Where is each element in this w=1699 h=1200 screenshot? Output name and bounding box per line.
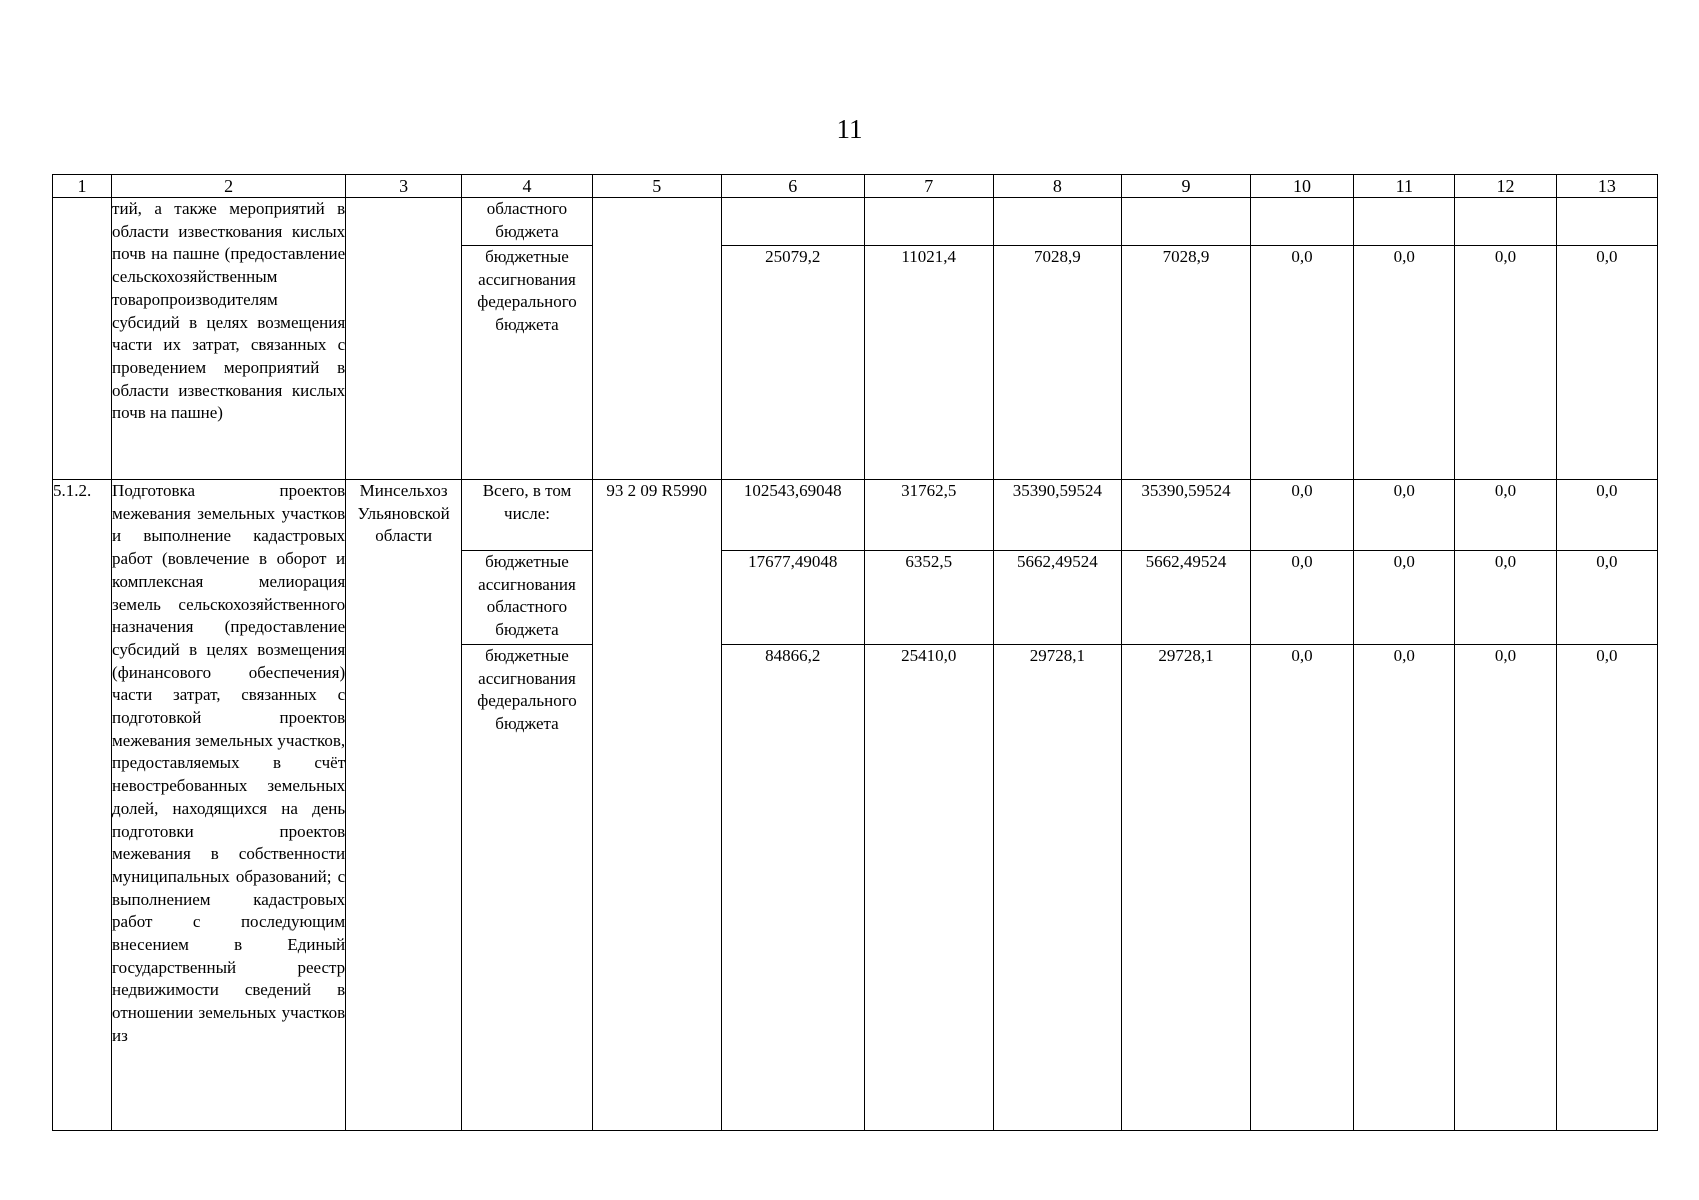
value-cell: 0,0 [1556,246,1657,480]
value-cell: 0,0 [1354,246,1455,480]
value-cell: 0,0 [1354,645,1455,1131]
value-cell: 0,0 [1556,645,1657,1131]
value-cell: 0,0 [1354,480,1455,551]
value-cell: 0,0 [1455,645,1556,1131]
column-header: 12 [1455,175,1556,198]
executor-cell [346,198,462,480]
funding-source-cell: областного бюджета [462,198,593,246]
column-header: 8 [993,175,1122,198]
value-cell: 0,0 [1250,246,1353,480]
executor-cell: Минсельхоз Ульяновской области [346,480,462,1131]
value-cell: 102543,69048 [721,480,864,551]
value-cell: 0,0 [1556,480,1657,551]
page-number: 11 [836,114,863,144]
value-cell: 84866,2 [721,645,864,1131]
funding-source-cell: бюджетные ассигнования областного бюджета [462,551,593,645]
value-cell: 0,0 [1556,551,1657,645]
value-cell: 0,0 [1250,551,1353,645]
value-cell: 7028,9 [1122,246,1251,480]
value-cell: 6352,5 [864,551,993,645]
value-cell: 35390,59524 [1122,480,1251,551]
value-cell: 25079,2 [721,246,864,480]
column-number-row [53,175,1658,198]
value-cell: 11021,4 [864,246,993,480]
value-cell: 0,0 [1455,246,1556,480]
budget-code-cell: 93 2 09 R5990 [592,480,721,1131]
column-header: 4 [462,175,593,198]
value-cell [721,198,864,246]
funding-source-cell: бюджетные ассигнования федерального бюджета [462,246,593,480]
column-header: 7 [864,175,993,198]
value-cell [1354,198,1455,246]
value-cell: 35390,59524 [993,480,1122,551]
value-cell: 5662,49524 [1122,551,1251,645]
column-header: 11 [1354,175,1455,198]
row-number-cell: 5.1.2. [53,480,112,1131]
column-header: 10 [1250,175,1353,198]
column-header: 3 [346,175,462,198]
value-cell: 7028,9 [993,246,1122,480]
column-header: 5 [592,175,721,198]
column-header: 1 [53,175,112,198]
measure-name-cell: тий, а также мероприятий в области известкования кислых почв на пашне (предоставление сельскохозяйственным товаропроизводителям субсидий в целях возмещения части их затрат, связанных с проведением мероприятий в области известкования кислых почв на пашне) [112,198,346,480]
row-number-cell [53,198,112,480]
value-cell: 0,0 [1250,645,1353,1131]
value-cell: 25410,0 [864,645,993,1131]
value-cell: 29728,1 [1122,645,1251,1131]
measure-name-cell: Подготовка проектов межевания земельных участков и выполнение кадастровых работ (вовлечение в оборот и комплексная мелиорация земель сельскохозяйственного назначения (предоставление субсидий в целях возмещения (финансового обеспечения) части затрат, связанных с подготовкой проектов межевания земельных участков, предоставляемых в счёт невостребованных земельных долей, находящихся на день подготовки проектов межевания в собственности муниципальных образований; с выполнением кадастровых работ с последующим внесением в Единый государственный реестр недвижимости сведений в отношении земельных участков из [112,480,346,1131]
value-cell: 17677,49048 [721,551,864,645]
budget-code-cell [592,198,721,480]
value-cell: 29728,1 [993,645,1122,1131]
value-cell: 5662,49524 [993,551,1122,645]
value-cell [1556,198,1657,246]
value-cell [864,198,993,246]
table-row [53,198,1658,246]
value-cell: 0,0 [1455,480,1556,551]
value-cell: 0,0 [1354,551,1455,645]
funding-source-cell: Всего, в том числе: [462,480,593,551]
budget-table [52,174,1658,1131]
column-header: 9 [1122,175,1251,198]
value-cell: 0,0 [1250,480,1353,551]
value-cell [1122,198,1251,246]
column-header: 13 [1556,175,1657,198]
value-cell: 31762,5 [864,480,993,551]
value-cell: 0,0 [1455,551,1556,645]
value-cell [1455,198,1556,246]
column-header: 2 [112,175,346,198]
value-cell [993,198,1122,246]
value-cell [1250,198,1353,246]
funding-source-cell: бюджетные ассигнования федерального бюджета [462,645,593,1131]
table-row [53,480,1658,551]
column-header: 6 [721,175,864,198]
